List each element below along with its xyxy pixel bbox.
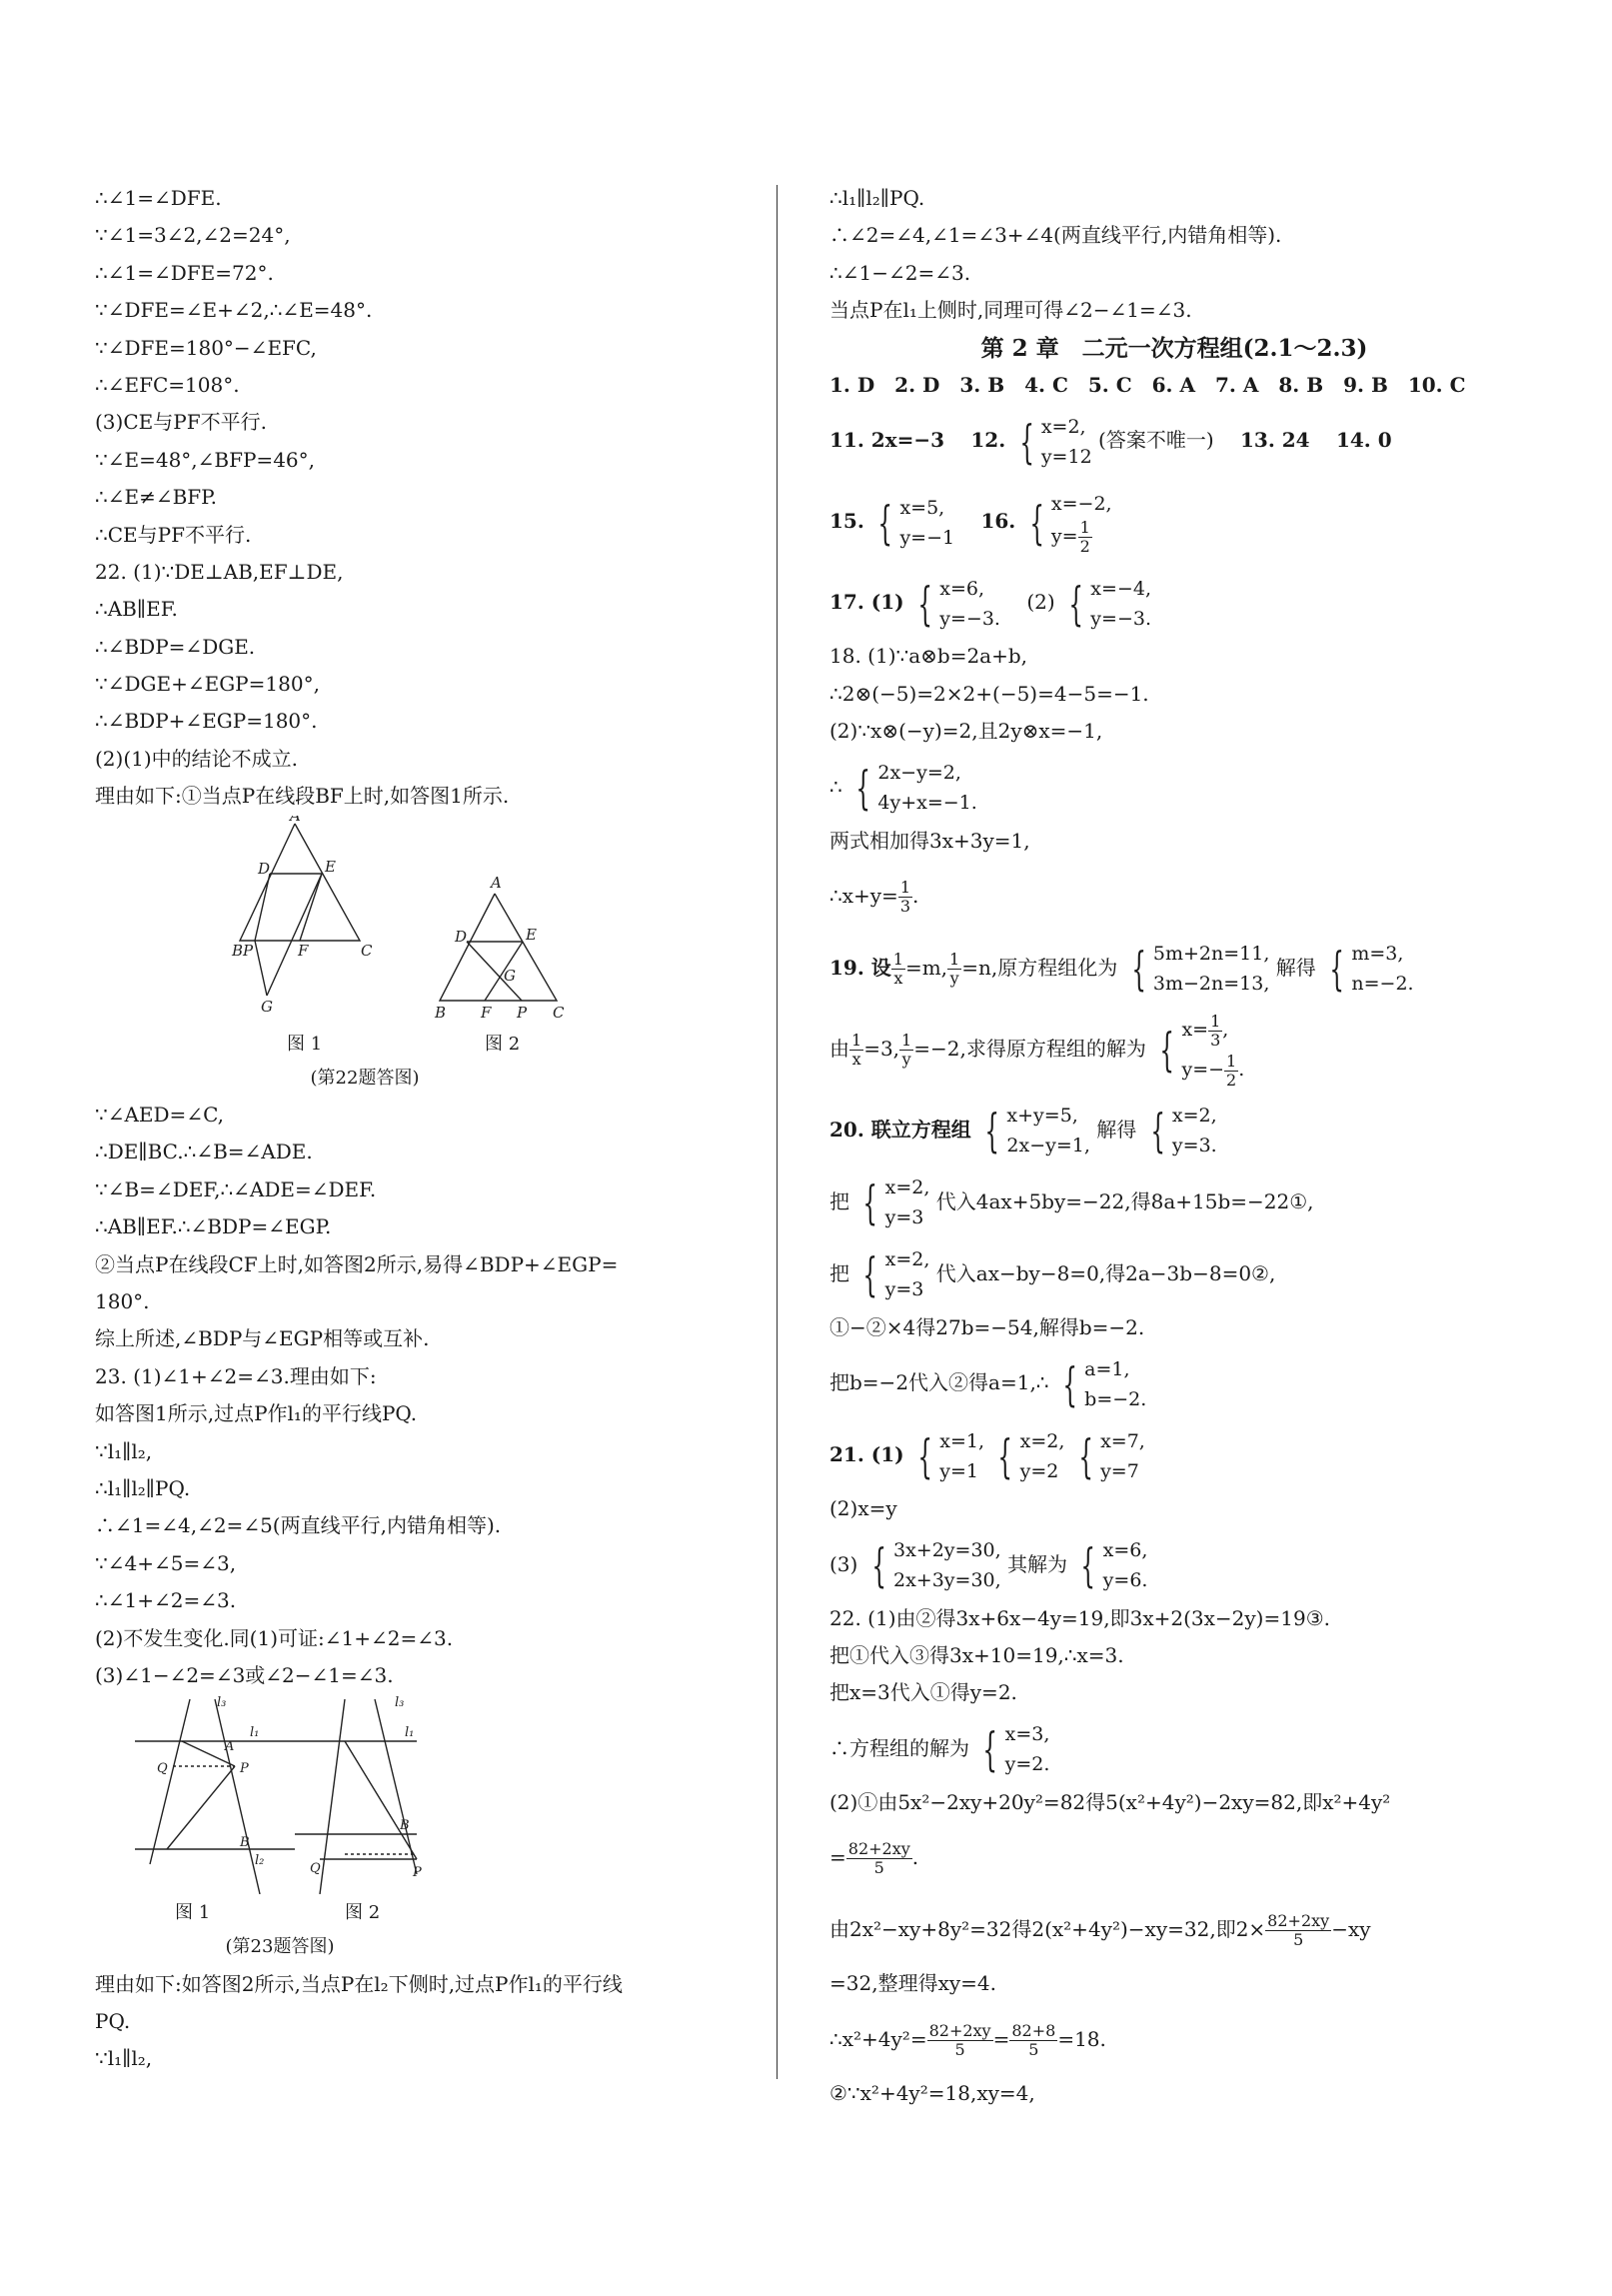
fig23-fig2-label: 图 2	[345, 1902, 381, 1924]
left-a-line: ∵∠E=48°,∠BFP=46°,	[95, 447, 315, 472]
q22-sol-eq2: y=2.	[1004, 1753, 1050, 1776]
fig22-2-label-F: F	[481, 1003, 492, 1022]
q21-3-eq1: 3x+2y=30,	[892, 1539, 1001, 1562]
q19b-y: y=−	[1181, 1059, 1225, 1082]
q20-s1-eq2: 2x−y=1,	[1006, 1135, 1090, 1157]
fig23-1-Q: Q	[157, 1761, 168, 1777]
q18-lines-line: ∴2⊗(−5)=2×2+(−5)=4−5=−1.	[829, 681, 1149, 706]
q21-s2-eq1: x=2,	[1019, 1429, 1065, 1452]
right-text-block-a	[829, 180, 1519, 330]
q18-lines-line: (2)∵x⊗(−y)=2,且2y⊗x=−1,	[829, 719, 1103, 744]
fig22-1-label-D: D	[258, 859, 271, 878]
left-b-line: ∴∠1=∠4,∠2=∠5(两直线平行,内错角相等).	[95, 1513, 502, 1538]
q20-system2: { x=2, y=3.	[1143, 1101, 1217, 1160]
left-b-line: ∵∠AED=∠C,	[95, 1103, 225, 1128]
left-b-line: ∴l₁∥l₂∥PQ.	[95, 1475, 191, 1500]
q16-prefix: 16.	[980, 509, 1016, 534]
q16-num: 1	[1079, 518, 1090, 538]
q19-f1-den: x	[893, 968, 903, 988]
left-c-line: ∵l₁∥l₂,	[95, 2046, 153, 2071]
q21-3-sol2: y=6.	[1102, 1569, 1148, 1592]
q21-prefix: 21. (1)	[829, 1442, 904, 1467]
q19-line2	[829, 1004, 1519, 1094]
q19b-xf	[1208, 1013, 1222, 1050]
left-a-line: ∴AB∥EF.	[95, 597, 178, 622]
q20-b: 解得	[1096, 1117, 1137, 1142]
fig22-fig2-label: 图 2	[485, 1033, 521, 1055]
q19b-x: x=	[1181, 1019, 1209, 1042]
left-a-line: ∵∠1=3∠2,∠2=24°,	[95, 223, 291, 248]
q22-2b-num: 82+2xy	[847, 1839, 910, 1859]
q20-l2-system: { x=2, y=3	[855, 1172, 929, 1232]
q19b-yf-num: 1	[1226, 1051, 1237, 1071]
fig22-2-triangle	[440, 894, 557, 1001]
figure-22	[95, 816, 785, 1026]
left-c-line: PQ.	[95, 2009, 131, 2034]
q20-l3-a: 把	[829, 1260, 849, 1285]
q16-y: y=	[1050, 525, 1078, 548]
fig22-2-label-G: G	[504, 966, 516, 985]
q12-eq2: y=12	[1040, 445, 1092, 468]
left-a-line: (2)(1)中的结论不成立.	[95, 746, 299, 771]
left-b-line: ∵l₁∥l₂,	[95, 1438, 153, 1463]
q20-l3-eq2: y=3	[884, 1278, 924, 1301]
q19-f2-den: y	[949, 968, 959, 988]
q19b-xf-num: 1	[1210, 1011, 1221, 1031]
q19b-yeq: y=− $\frac{1}{2}$ .	[1181, 1051, 1245, 1090]
left-a-line: ∴∠1=∠DFE=72°.	[95, 260, 274, 285]
figure-22-svg	[95, 816, 785, 1026]
fig22-2-label-C: C	[553, 1003, 565, 1022]
q21-s2-eq2: y=2	[1019, 1459, 1059, 1482]
q15-16	[829, 476, 1519, 566]
q22-2e-f2-num: 82+8	[1011, 2020, 1056, 2040]
q12-note: (答案不唯一)	[1098, 428, 1214, 453]
q21-3-solution: { x=6, y=6.	[1073, 1535, 1147, 1595]
q22-lines	[829, 1600, 1519, 1712]
q16-frac	[1078, 519, 1092, 556]
q22-2e	[829, 2003, 1519, 2075]
q21-3-mid: 其解为	[1007, 1551, 1068, 1576]
fig22-2-label-P: P	[517, 1003, 528, 1022]
left-a-line: ∵∠DGE+∠EGP=180°,	[95, 672, 320, 697]
q22-2e-f1-num: 82+2xy	[928, 2020, 991, 2040]
q21-s1-eq1: x=1,	[939, 1429, 985, 1452]
q22-2e-a: ∴x²+4y²=	[829, 2026, 927, 2051]
right-a-line: 当点P在l₁上侧时,同理可得∠2−∠1=∠3.	[829, 298, 1192, 323]
fig22-1-ef	[300, 874, 322, 941]
q18-res-num: 1	[899, 877, 911, 897]
q22-2c-frac	[1265, 1912, 1331, 1949]
q18-add: 两式相加得3x+3y=1,	[829, 828, 1030, 853]
q22-2c	[829, 1893, 1519, 1965]
q20-l2-a: 把	[829, 1188, 849, 1213]
fig22-1-label-E: E	[325, 857, 336, 876]
q15-eq2: y=−1	[899, 526, 955, 549]
q15-prefix: 15.	[829, 509, 864, 534]
q18-res-prefix: ∴x+y=	[829, 883, 898, 908]
q16-system: { x=−2, y= $\frac{1}{2}$	[1022, 489, 1112, 556]
q20-system1: { x+y=5, 2x−y=1,	[977, 1101, 1090, 1160]
q22-2c-b: −xy	[1331, 1917, 1371, 1942]
q13: 13. 24	[1240, 428, 1310, 453]
q20-line1	[829, 1094, 1519, 1165]
q18-result: ∴x+y= $\frac{1}{3}$ .	[829, 877, 919, 916]
figure-23-svg	[95, 1694, 785, 1894]
fig22-1-label-A: A	[290, 815, 301, 825]
fig23-2-left	[320, 1699, 345, 1894]
fig23-fig1-label: 图 1	[175, 1902, 211, 1924]
q19-f1-num: 1	[892, 949, 903, 969]
left-b-line: ∴∠1+∠2=∠3.	[95, 1588, 237, 1613]
q19-a: 19. 设	[829, 955, 891, 980]
fig23-2-B: B	[400, 1818, 410, 1834]
figure-23	[95, 1694, 785, 1894]
q19b-f2-den: y	[901, 1049, 911, 1069]
q17-s1-eq1: x=6,	[939, 577, 985, 600]
q11-14	[829, 404, 1519, 476]
q20-l5-eq2: b=−2.	[1084, 1387, 1147, 1410]
q15-system: { x=5, y=−1	[870, 493, 954, 553]
q19b-yf-den: 2	[1226, 1070, 1237, 1090]
q22-2b-frac	[846, 1840, 912, 1877]
q18-res-den: 3	[899, 896, 911, 916]
left-b-line: (3)∠1−∠2=∠3或∠2−∠1=∠3.	[95, 1662, 394, 1687]
q16-den: 2	[1079, 537, 1090, 557]
fig22-fig1-label: 图 1	[287, 1033, 323, 1055]
q19b-f2	[899, 1032, 913, 1069]
left-b-line: 180°.	[95, 1289, 150, 1313]
q22-sol-prefix: ∴方程组的解为	[829, 1735, 969, 1760]
left-b-line: 如答图1所示,过点P作l₁的平行线PQ.	[95, 1401, 418, 1426]
q18-lines-line: 18. (1)∵a⊗b=2a+b,	[829, 644, 1028, 669]
q21-2: (2)x=y	[829, 1496, 897, 1521]
q19-system1: { 5m+2n=11, 3m−2n=13,	[1124, 939, 1270, 999]
q21-s1-eq2: y=1	[939, 1459, 978, 1482]
q22-last: ②∵x²+4y²=18,xy=4,	[829, 2080, 1035, 2105]
q19-s2-eq2: n=−2.	[1351, 973, 1414, 996]
q22-lines-line: 把①代入③得3x+10=19,∴x=3.	[829, 1643, 1124, 1668]
q20-s2-eq1: x=2,	[1171, 1105, 1217, 1128]
fig23-1-A: A	[225, 1739, 235, 1755]
fig22-1-label-C: C	[361, 941, 373, 960]
q20-line2	[829, 1165, 1519, 1237]
q12-eq1: x=2,	[1040, 415, 1086, 438]
left-b-line: ②当点P在线段CF上时,如答图2所示,易得∠BDP+∠EGP=	[95, 1251, 619, 1276]
left-a-line: ∴∠BDP+∠EGP=180°.	[95, 709, 318, 734]
q22-2e-f1	[927, 2022, 993, 2059]
q22-2c-a: 由2x²−xy+8y²=32得2(x²+4y²)−xy=32,即2×	[829, 1917, 1266, 1942]
q19-s1-eq1: 5m+2n=11,	[1152, 943, 1270, 966]
fig23-2-P: P	[413, 1865, 422, 1881]
q22-2e-b: =	[992, 2026, 1010, 2051]
q21-3-prefix: (3)	[829, 1551, 858, 1576]
q19b-yf	[1224, 1053, 1238, 1090]
q22-2a: (2)①由5x²−2xy+20y²=82得5(x²+4y²)−2xy=82,即x²+4y²	[829, 1789, 1391, 1814]
right-column	[829, 180, 1519, 2112]
fig23-1-P: P	[240, 1761, 249, 1777]
fig22-labels	[95, 1026, 785, 1060]
q19-s2-eq1: m=3,	[1351, 943, 1404, 966]
fig22-1-dp	[255, 874, 270, 941]
q17-mid: (2)	[1026, 590, 1055, 615]
q20-l5-a: 把b=−2代入②得a=1,∴	[829, 1370, 1049, 1395]
left-text-block-c	[95, 1966, 785, 2078]
q19b-xf-den: 3	[1210, 1030, 1221, 1050]
q19b-c: =−2,求得原方程组的解为	[913, 1036, 1146, 1061]
q19b-xeq: x= $\frac{1}{3}$ ,	[1181, 1011, 1229, 1050]
q19-s1-eq2: 3m−2n=13,	[1152, 973, 1270, 996]
q16-eq2	[1051, 519, 1112, 556]
fig23-caption: (第23题答图)	[225, 1936, 335, 1958]
q21-s3-eq1: x=7,	[1100, 1429, 1145, 1452]
fig22-1-pg	[255, 941, 267, 996]
q18-eq2: 4y+x=−1.	[877, 792, 977, 815]
q19-b: =m,	[904, 955, 948, 980]
fig22-1-label-BP: BP	[232, 941, 254, 960]
fig22-2-label-D: D	[455, 927, 468, 946]
q22-2e-f1-den: 5	[954, 2039, 965, 2059]
q20-line4: ①−②×4得27b=−54,解得b=−2.	[829, 1314, 1145, 1339]
q18-therefore: ∴	[829, 774, 842, 799]
q14: 14. 0	[1335, 428, 1392, 453]
q20-l2-eq1: x=2,	[884, 1176, 930, 1199]
q22-2b-den: 5	[873, 1858, 884, 1878]
right-a-line: ∴∠1−∠2=∠3.	[829, 260, 971, 285]
left-column	[95, 180, 785, 2078]
left-a-line: ∴∠BDP=∠DGE.	[95, 634, 256, 659]
left-b-line: ∵∠4+∠5=∠3,	[95, 1550, 237, 1575]
fig23-2-ap	[345, 1741, 417, 1859]
left-a-line: ∴∠EFC=108°.	[95, 372, 240, 397]
q21-s3: { x=7, y=7	[1071, 1426, 1145, 1486]
left-b-line: 综上所述,∠BDP与∠EGP相等或互补.	[95, 1326, 430, 1351]
q21-3-sol1: x=6,	[1102, 1539, 1148, 1562]
q12-prefix: 12.	[970, 428, 1006, 453]
q21-3	[829, 1528, 1519, 1600]
fig23-1-l3: l₃	[217, 1695, 227, 1711]
fig23-1-pb	[167, 1766, 235, 1849]
right-a-line: ∴∠2=∠4,∠1=∠3+∠4(两直线平行,内错角相等).	[829, 223, 1282, 248]
q20-l2-b: 代入4ax+5by=−22,得8a+15b=−22①,	[935, 1188, 1314, 1213]
q19b-f1	[849, 1032, 863, 1069]
q19b-f1-num: 1	[851, 1030, 862, 1050]
q19-line1	[829, 932, 1519, 1004]
q11: 11. 2x=−3	[829, 428, 945, 453]
q19-d: 解得	[1275, 955, 1316, 980]
fig22-caption: (第22题答图)	[310, 1067, 420, 1089]
fig22-2-label-E: E	[526, 925, 537, 944]
q19-system2: { m=3, n=−2.	[1322, 939, 1414, 999]
fig23-1-B: B	[240, 1835, 250, 1851]
q20-l3-eq1: x=2,	[884, 1248, 930, 1271]
q22-lines-line: 22. (1)由②得3x+6x−4y=19,即3x+2(3x−2y)=19③.	[829, 1605, 1330, 1630]
left-a-line: ∵∠DFE=∠E+∠2,∴∠E=48°.	[95, 298, 373, 323]
q17-system1: { x=6, y=−3.	[910, 574, 1000, 634]
q21-line1	[829, 1418, 1519, 1490]
fig23-2-l1-label: l₁	[405, 1725, 415, 1741]
q18-eq1: 2x−y=2,	[877, 762, 961, 785]
chapter-title: 第 2 章 二元一次方程组(2.1～2.3)	[980, 334, 1368, 362]
fig22-1-eg	[267, 874, 322, 996]
q17-s2-eq1: x=−4,	[1090, 577, 1151, 600]
left-b-line: (2)不发生变化.同(1)可证:∠1+∠2=∠3.	[95, 1625, 454, 1650]
fig23-2-Q: Q	[310, 1861, 321, 1877]
fig23-2-l3: l₃	[395, 1695, 405, 1711]
fig22-2-label-B: B	[435, 1003, 447, 1022]
q20-line3	[829, 1237, 1519, 1309]
q22-2c-den: 5	[1293, 1930, 1304, 1950]
q20-line5	[829, 1346, 1519, 1418]
fig23-1-l1-label: l₁	[250, 1725, 260, 1741]
q17	[829, 566, 1519, 638]
q20-l5-system: { a=1, b=−2.	[1055, 1354, 1146, 1414]
q19-f2	[947, 951, 961, 988]
q21-s1: { x=1, y=1	[910, 1426, 984, 1486]
q12-system: { x=2, y=12	[1012, 412, 1092, 472]
left-b-line: ∴AB∥EF.∴∠BDP=∠EGP.	[95, 1214, 332, 1239]
q19-f1	[891, 951, 905, 988]
q20-s1-eq1: x+y=5,	[1006, 1105, 1078, 1128]
q20-l2-eq2: y=3	[884, 1206, 924, 1229]
q22-solution	[829, 1712, 1519, 1784]
q21-3-system: { 3x+2y=30, 2x+3y=30,	[864, 1535, 1001, 1595]
fig22-1-label-F: F	[298, 941, 309, 960]
q21-s2: { x=2, y=2	[990, 1426, 1064, 1486]
q18-system: { 2x−y=2, 4y+x=−1.	[848, 758, 977, 818]
right-a-line: ∴l₁∥l₂∥PQ.	[829, 186, 925, 210]
q18-lines	[829, 638, 1519, 750]
fig23-1-left	[150, 1699, 190, 1864]
answers-row: 1. D 2. D 3. B 4. C 5. C 6. A 7. A 8. B 9. B 10. C	[829, 372, 1466, 397]
left-c-line: 理由如下:如答图2所示,当点P在l₂下侧时,过点P作l₁的平行线	[95, 1971, 623, 1996]
q20-s2-eq2: y=3.	[1171, 1135, 1217, 1157]
q21-3-eq2: 2x+3y=30,	[892, 1569, 1001, 1592]
left-b-line: ∵∠B=∠DEF,∴∠ADE=∠DEF.	[95, 1176, 377, 1201]
q19b-f2-num: 1	[901, 1030, 912, 1050]
left-a-line: ∴CE与PF不平行.	[95, 522, 252, 547]
q22-sol-eq1: x=3,	[1004, 1723, 1050, 1746]
left-a-line: ∴∠E≠∠BFP.	[95, 485, 217, 510]
q22-2e-c: =18.	[1057, 2026, 1106, 2051]
q19-c: =n,原方程组化为	[961, 955, 1118, 980]
q16-eq1: x=−2,	[1050, 493, 1112, 516]
left-a-line: ∴∠1=∠DFE.	[95, 186, 222, 210]
left-text-block-a	[95, 180, 785, 816]
q17-system2: { x=−4, y=−3.	[1061, 574, 1151, 634]
q20-l5-eq1: a=1,	[1084, 1357, 1130, 1380]
q21-s3-eq2: y=7	[1100, 1459, 1139, 1482]
q19b-f1-den: x	[851, 1049, 861, 1069]
fig22-1-label-G: G	[261, 997, 273, 1016]
fig23-1-l2-label: l₂	[255, 1853, 265, 1869]
q20-l3-b: 代入ax−by−8=0,得2a−3b−8=0②,	[935, 1260, 1276, 1285]
q17-s1-eq2: y=−3.	[939, 607, 1000, 630]
q22-2e-f2	[1009, 2022, 1057, 2059]
q22-2e-f2-den: 5	[1028, 2039, 1039, 2059]
left-a-line: ∵∠DFE=180°−∠EFC,	[95, 335, 317, 360]
q22-2b-pre: =	[829, 1845, 846, 1870]
q19-f2-num: 1	[949, 949, 960, 969]
q19b-b: =3,	[863, 1036, 900, 1061]
fig23-labels	[95, 1894, 785, 1928]
left-text-block-b	[95, 1097, 785, 1694]
q18-res-frac	[898, 879, 912, 916]
left-b-line: ∴DE∥BC.∴∠B=∠ADE.	[95, 1140, 313, 1164]
q22-2b: = $\frac{82+2xy}{5}$ .	[829, 1839, 919, 1878]
q22-2d: =32,整理得xy=4.	[829, 1971, 996, 1996]
fig22-2-label-A: A	[491, 873, 502, 892]
left-a-line: (3)CE与PF不平行.	[95, 410, 267, 435]
left-a-line: 理由如下:①当点P在线段BF上时,如答图1所示.	[95, 784, 510, 809]
q18-system-line	[829, 751, 1519, 823]
q22-2c-num: 82+2xy	[1267, 1911, 1330, 1931]
q22-lines-line: 把x=3代入①得y=2.	[829, 1680, 1017, 1705]
q22-sol-system: { x=3, y=2.	[975, 1719, 1049, 1779]
q15-eq1: x=5,	[899, 496, 945, 519]
left-b-line: 23. (1)∠1+∠2=∠3.理由如下:	[95, 1363, 377, 1388]
q20-l3-system: { x=2, y=3	[855, 1244, 929, 1304]
q17-s2-eq2: y=−3.	[1090, 607, 1151, 630]
left-a-line: 22. (1)∵DE⊥AB,EF⊥DE,	[95, 559, 344, 584]
q20-a: 20. 联立方程组	[829, 1117, 971, 1142]
q19b-a: 由	[829, 1036, 849, 1061]
q17-prefix: 17. (1)	[829, 590, 904, 615]
q19b-system: { x= $\frac{1}{3}$ , y=− $\frac{1}{2}$ .	[1159, 1011, 1245, 1090]
